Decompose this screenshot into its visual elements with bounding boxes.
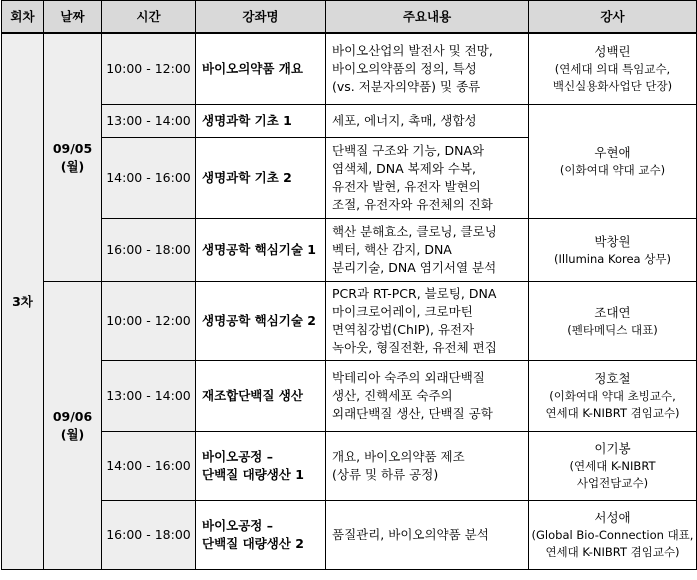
lecturer-affiliation: (이화여대 약대 교수) [559, 163, 666, 177]
lecturer-name: 조대연 [594, 304, 631, 320]
lecturer-affiliation: (이화여대 약대 초빙교수, [549, 389, 676, 403]
time-cell: 16:00 - 18:00 [102, 219, 196, 282]
header-date: 날짜 [44, 1, 102, 34]
title-cell: 바이오공정 – 단백질 대량생산 2 [196, 501, 326, 570]
table-row [2, 361, 697, 432]
title-cell: 바이오의약품 개요 [196, 33, 326, 105]
table-row [2, 282, 697, 361]
lecturer-name: 박창원 [594, 233, 631, 249]
title-cell: 생명공학 핵심기술 2 [196, 282, 326, 361]
time-cell: 14:00 - 16:00 [102, 432, 196, 501]
lecture-schedule-table [1, 0, 697, 570]
header-round: 회차 [2, 1, 44, 34]
content-cell: PCR과 RT-PCR, 블로팅, DNA 마이크로어레이, 크로마틴 면역침강법(ChIP), 유전자 녹아웃, 형질전환, 유전체 편집 [326, 282, 529, 361]
lecturer-affiliation: (Global Bio-Connection 대표, [531, 528, 694, 542]
header-row [2, 1, 697, 34]
content-cell: 세포, 에너지, 촉매, 생합성 [326, 105, 529, 138]
content-cell: 박테리아 숙주의 외래단백질 생산, 진핵세포 숙주의 외래단백질 생산, 단백질 공학 [326, 361, 529, 432]
content-cell: 단백질 구조와 기능, DNA와 염색체, DNA 복제와 수복, 유전자 발현, 유전자 발현의 조절, 유전자와 유전체의 진화 [326, 138, 529, 219]
round-cell: 3차 [2, 33, 44, 570]
date: 09/05 [52, 140, 93, 156]
lecturer-cell [529, 432, 697, 501]
content-cell: 품질관리, 바이오의약품 분석 [326, 501, 529, 570]
lecturer-name: 정호철 [594, 371, 631, 386]
weekday: (월) [60, 426, 85, 442]
lecturer-affiliation: (연세대 의대 특임교수, [554, 62, 671, 76]
time-cell: 13:00 - 14:00 [102, 361, 196, 432]
title-cell: 생명과학 기초 1 [196, 105, 326, 138]
content-cell: 바이오산업의 발전사 및 전망, 바이오의약품의 정의, 특성 (vs. 저분자의약품) 및 종류 [326, 33, 529, 105]
time-cell: 10:00 - 12:00 [102, 33, 196, 105]
title-cell: 바이오공정 – 단백질 대량생산 1 [196, 432, 326, 501]
lecturer-affiliation: (펜타메딕스 대표) [567, 322, 658, 337]
lecturer-name: 서성애 [594, 510, 631, 525]
lecturer-name: 우현애 [594, 145, 631, 160]
table-row [2, 219, 697, 282]
table-row [2, 501, 697, 570]
lecturer-affiliation: 백신실용화사업단 단장) [552, 79, 673, 93]
lecturer-cell [529, 282, 697, 361]
lecturer-cell [529, 33, 697, 105]
title-cell: 생명공학 핵심기술 1 [196, 219, 326, 282]
lecturer-cell [529, 501, 697, 570]
lecturer-name: 성백린 [594, 44, 631, 59]
lecturer-name: 이기봉 [594, 441, 631, 456]
header-title: 강좌명 [196, 1, 326, 34]
time-cell: 10:00 - 12:00 [102, 282, 196, 361]
time-cell: 14:00 - 16:00 [102, 138, 196, 219]
date-cell-day2 [44, 282, 102, 570]
lecturer-affiliation: 연세대 K-NIBRT 겸임교수) [545, 545, 680, 559]
lecturer-cell [529, 361, 697, 432]
content-cell: 핵산 분해효소, 클로닝, 클로닝 벡터, 핵산 감지, DNA 분리기술, DNA 염기서열 분석 [326, 219, 529, 282]
title-cell: 생명과학 기초 2 [196, 138, 326, 219]
header-content: 주요내용 [326, 1, 529, 34]
weekday: (월) [60, 158, 85, 174]
lecturer-cell [529, 219, 697, 282]
table-row [2, 33, 697, 105]
header-lecturer: 강사 [529, 1, 697, 34]
date-cell-day1 [44, 33, 102, 282]
time-cell: 13:00 - 14:00 [102, 105, 196, 138]
table-row [2, 432, 697, 501]
lecturer-affiliation: (Illumina Korea 상무) [554, 251, 671, 266]
lecturer-affiliation: 연세대 K-NIBRT 겸임교수) [545, 406, 680, 420]
header-time: 시간 [102, 1, 196, 34]
lecturer-affiliation: (연세대 K-NIBRT [569, 459, 656, 473]
content-cell: 개요, 바이오의약품 제조 (상류 및 하류 공정) [326, 432, 529, 501]
time-cell: 16:00 - 18:00 [102, 501, 196, 570]
lecturer-cell [529, 105, 697, 219]
table-row [2, 105, 697, 138]
lecturer-affiliation: 사업전담교수) [576, 476, 649, 490]
title-cell: 재조합단백질 생산 [196, 361, 326, 432]
date: 09/06 [52, 408, 93, 424]
